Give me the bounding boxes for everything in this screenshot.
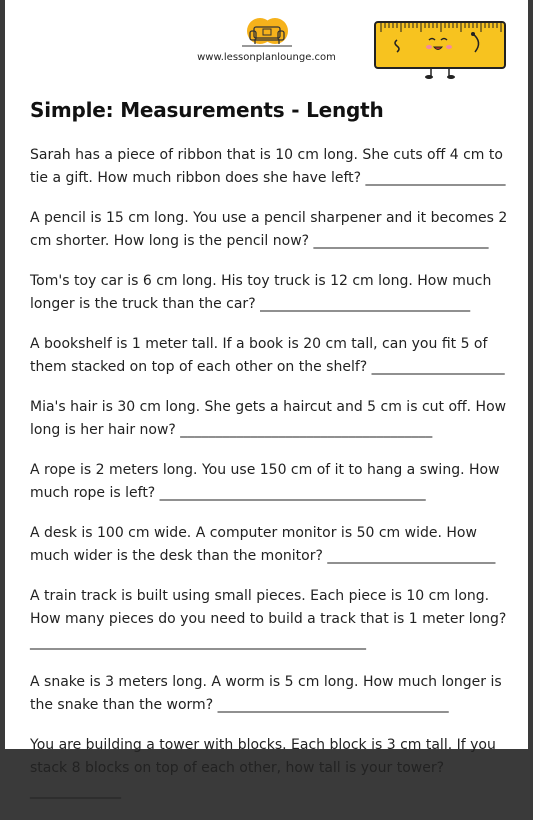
couch-icon <box>238 16 296 50</box>
question-8: A train track is built using small pieces. Each piece is 10 cm long. How many pieces do you need to build a track that is 1 meter long? ________________________________________________ <box>30 588 507 650</box>
question-6: A rope is 2 meters long. You use 150 cm of it to hang a swing. How much rope is left? ______________________________________ <box>30 462 500 501</box>
question-5: Mia's hair is 30 cm long. She gets a haircut and 5 cm is cut off. How long is her hair now? ____________________________________ <box>30 399 507 438</box>
question-10: You are building a tower with blocks. Each block is 3 cm tall. If you stack 8 blocks on top of each other, how tall is your tower? _____________ <box>30 737 496 799</box>
question-4: A bookshelf is 1 meter tall. If a book is 20 cm tall, can you fit 5 of them stacked on top of each other on the shelf? ___________________ <box>30 336 505 375</box>
website-url: www.lessonplanlounge.com <box>197 52 336 63</box>
worksheet-page <box>5 0 528 799</box>
question-9: A snake is 3 meters long. A worm is 5 cm long. How much longer is the snake than the worm? _________________________________ <box>30 674 502 713</box>
question-2: A pencil is 15 cm long. You use a pencil sharpener and it becomes 2 cm shorter. How long is the pencil now? _________________________ <box>30 210 508 249</box>
worksheet-title: Simple: Measurements - Length <box>30 98 384 122</box>
question-list <box>30 144 508 820</box>
ruler-mascot-icon <box>373 20 507 82</box>
question-1: Sarah has a piece of ribbon that is 10 cm long. She cuts off 4 cm to tie a gift. How much ribbon does she have left? ____________________ <box>30 147 506 186</box>
question-3: Tom's toy car is 6 cm long. His toy truck is 12 cm long. How much longer is the truck than the car? ______________________________ <box>30 273 492 312</box>
question-7: A desk is 100 cm wide. A computer monitor is 50 cm wide. How much wider is the desk than the monitor? ________________________ <box>30 525 496 564</box>
